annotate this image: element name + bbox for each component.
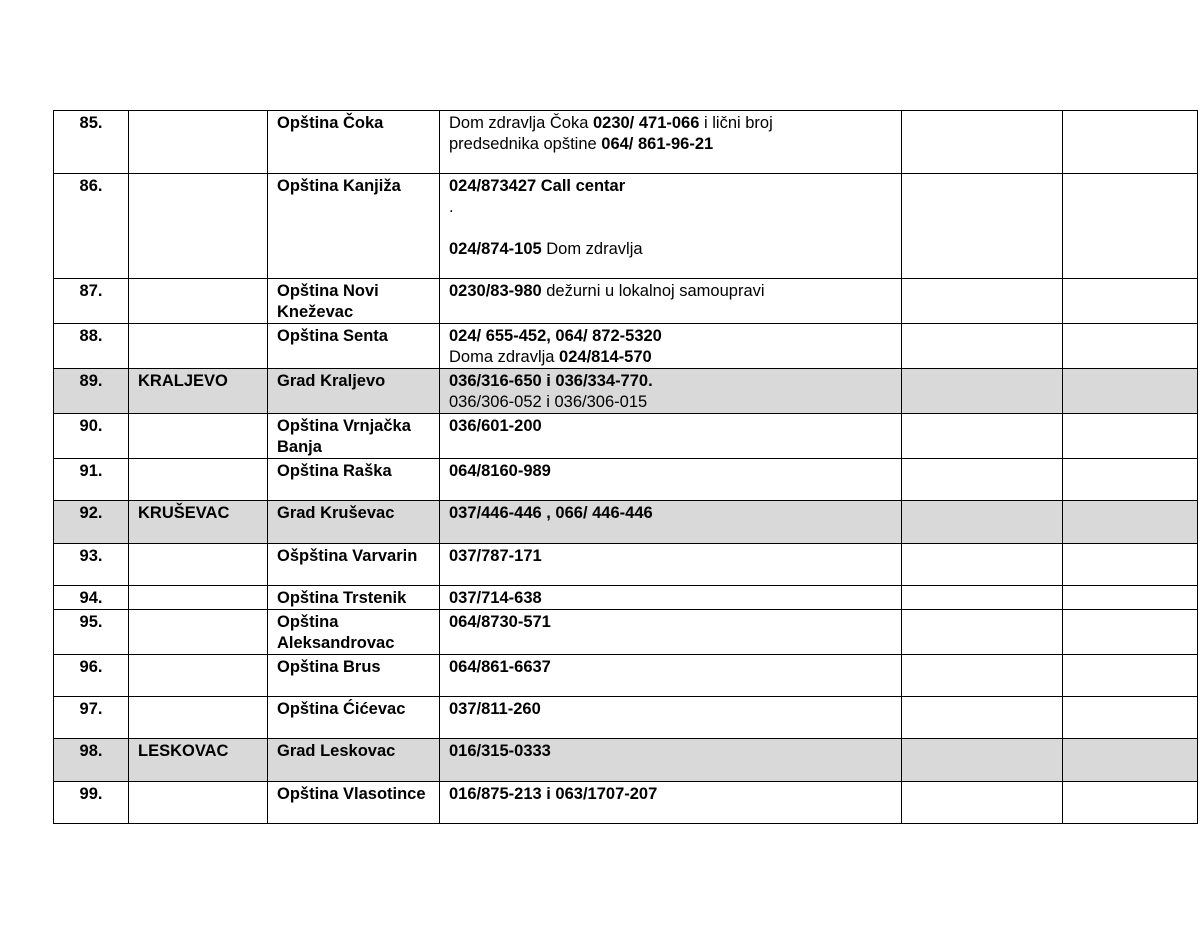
contact-text: i lični broj [699,114,773,132]
contact-cell [440,782,902,824]
region-cell [129,279,268,324]
table-row [54,111,1198,174]
municipality-cell: Opština Kanjiža [268,174,440,279]
contact-phone: 037/787-171 [449,547,542,565]
contact-text: 036/306-052 i 036/306-015 [449,393,648,411]
empty-cell [1063,697,1198,739]
contact-text: predsednika opštine [449,135,602,153]
region-cell [129,459,268,501]
table-row [54,544,1198,586]
contact-text: Dom zdravlja Čoka [449,114,593,132]
row-number: 88. [54,324,129,369]
contact-cell [440,544,902,586]
table-row [54,501,1198,544]
empty-cell [902,459,1063,501]
empty-cell [902,369,1063,414]
contact-phone: 016/875-213 i 063/1707-207 [449,785,658,803]
empty-cell [1063,174,1198,279]
empty-cell [902,544,1063,586]
contact-cell [440,739,902,782]
contact-cell [440,655,902,697]
contact-cell [440,111,902,174]
empty-cell [1063,501,1198,544]
row-number: 85. [54,111,129,174]
contact-phone: 037/714-638 [449,589,542,607]
municipality-cell: Opština Čoka [268,111,440,174]
contact-cell [440,414,902,459]
table-row [54,697,1198,739]
row-number: 86. [54,174,129,279]
contact-text: Doma zdravlja [449,348,560,366]
region-cell [129,414,268,459]
empty-cell [1063,459,1198,501]
row-number: 94. [54,586,129,610]
empty-cell [1063,782,1198,824]
contact-phone: 0230/83-980 [449,282,542,300]
empty-cell [1063,544,1198,586]
contact-cell [440,174,902,279]
table-row [54,414,1198,459]
empty-cell [1063,739,1198,782]
row-number: 95. [54,610,129,655]
contact-cell [440,369,902,414]
contact-cell [440,279,902,324]
table-row [54,739,1198,782]
contact-phone: 036/601-200 [449,417,542,435]
region-cell [129,544,268,586]
municipality-cell: Opština Brus [268,655,440,697]
region-cell [129,174,268,279]
contact-phone: 024/873427 Call centar [449,177,626,195]
contact-phone: 024/874-105 [449,240,542,258]
empty-cell [902,697,1063,739]
empty-cell [902,610,1063,655]
contact-phone: 064/ 861-96-21 [601,135,714,153]
municipality-cell: Opština Ćićevac [268,697,440,739]
empty-cell [902,279,1063,324]
row-number: 92. [54,501,129,544]
contact-text: Dom zdravlja [541,240,643,258]
table-row [54,655,1198,697]
municipality-cell: Opština Aleksandrovac [268,610,440,655]
region-cell [129,111,268,174]
contact-phone: 064/8730-571 [449,613,551,631]
empty-cell [902,324,1063,369]
region-cell [129,655,268,697]
empty-cell [902,111,1063,174]
contact-phone: 0230/ 471-066 [592,114,700,132]
empty-cell [1063,414,1198,459]
region-cell: LESKOVAC [129,739,268,782]
empty-cell [1063,111,1198,174]
row-number: 87. [54,279,129,324]
contact-phone: 016/315-0333 [449,742,551,760]
row-number: 99. [54,782,129,824]
municipality-cell: Opština Trstenik [268,586,440,610]
region-cell: KRUŠEVAC [129,501,268,544]
row-number: 91. [54,459,129,501]
municipality-cell: Opština Senta [268,324,440,369]
row-number: 93. [54,544,129,586]
region-cell: KRALJEVO [129,369,268,414]
row-number: 90. [54,414,129,459]
municipality-cell: Opština Vlasotince [268,782,440,824]
table-row [54,459,1198,501]
contact-text: dežurni u lokalnoj samoupravi [541,282,765,300]
empty-cell [902,586,1063,610]
contact-cell [440,697,902,739]
empty-cell [902,655,1063,697]
municipality-cell: Opština Vrnjačka Banja [268,414,440,459]
row-number: 96. [54,655,129,697]
empty-cell [902,739,1063,782]
table-row [54,782,1198,824]
municipality-cell: Opština Raška [268,459,440,501]
contact-cell [440,501,902,544]
region-cell [129,697,268,739]
table-row [54,324,1198,369]
contact-cell [440,324,902,369]
empty-cell [902,501,1063,544]
municipality-cell: Grad Kraljevo [268,369,440,414]
region-cell [129,782,268,824]
row-number: 98. [54,739,129,782]
contact-phone: 036/316-650 i 036/334-770. [449,372,653,390]
empty-cell [1063,369,1198,414]
empty-cell [1063,655,1198,697]
table-row [54,586,1198,610]
contact-cell [440,459,902,501]
municipality-cell: Grad Leskovac [268,739,440,782]
contacts-table [53,110,1198,824]
row-number: 89. [54,369,129,414]
empty-cell [902,174,1063,279]
empty-cell [1063,586,1198,610]
table-row [54,369,1198,414]
contact-phone: 064/8160-989 [449,462,551,480]
row-number: 97. [54,697,129,739]
empty-cell [1063,279,1198,324]
empty-cell [1063,610,1198,655]
contact-phone: 037/811-260 [449,700,541,718]
table-row [54,174,1198,279]
region-cell [129,586,268,610]
contact-phone: 064/861-6637 [449,658,551,676]
municipality-cell: Opština Novi Kneževac [268,279,440,324]
contact-phone: 024/814-570 [559,348,652,366]
empty-cell [1063,324,1198,369]
contact-phone: 037/446-446 , 066/ 446-446 [449,504,653,522]
contact-cell [440,610,902,655]
empty-cell [902,782,1063,824]
table-row [54,610,1198,655]
contact-dot: . [449,198,454,216]
municipality-cell: Ošpština Varvarin [268,544,440,586]
region-cell [129,324,268,369]
contact-cell [440,586,902,610]
municipality-cell: Grad Kruševac [268,501,440,544]
table-row [54,279,1198,324]
empty-cell [902,414,1063,459]
region-cell [129,610,268,655]
contact-phone: 024/ 655-452, 064/ 872-5320 [449,327,662,345]
